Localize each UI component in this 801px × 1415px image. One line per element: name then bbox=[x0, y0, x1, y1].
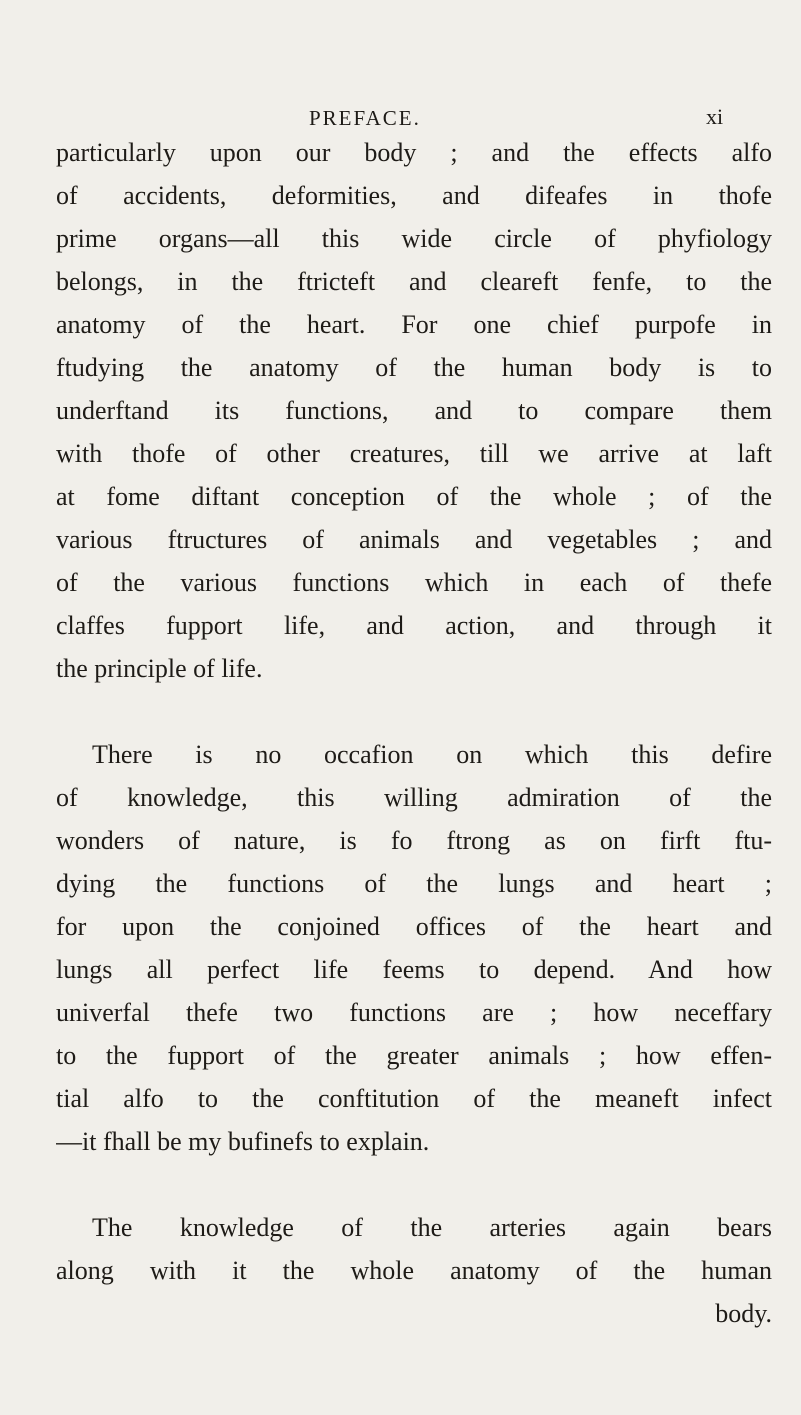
text-line: along with it the whole anatomy of the human bbox=[56, 1256, 772, 1285]
text-line: belongs, in the ftricteft and cleareft fenfe, to the bbox=[56, 267, 772, 296]
running-head bbox=[0, 98, 801, 132]
running-title: PREFACE. bbox=[309, 106, 421, 130]
text-line: body. bbox=[715, 1299, 772, 1328]
text-line: univerfal thefe two functions are ; how neceffary bbox=[56, 998, 772, 1027]
text-line: anatomy of the heart. For one chief purpofe in bbox=[56, 310, 772, 339]
text-line: underftand its functions, and to compare them bbox=[56, 396, 772, 425]
paragraph-gap bbox=[56, 690, 772, 733]
paragraph-2 bbox=[56, 733, 772, 1163]
body-text bbox=[56, 131, 772, 1335]
paragraph-gap bbox=[56, 1163, 772, 1206]
text-line: various ftructures of animals and vegetables ; and bbox=[56, 525, 772, 554]
text-line: to the fupport of the greater animals ; how effen- bbox=[56, 1041, 772, 1070]
text-line: ftudying the anatomy of the human body is to bbox=[56, 353, 772, 382]
text-line: dying the functions of the lungs and heart ; bbox=[56, 869, 772, 898]
text-line: prime organs—all this wide circle of phyfiology bbox=[56, 224, 772, 253]
text-line: There is no occafion on which this defire bbox=[92, 740, 772, 769]
text-line: wonders of nature, is fo ftrong as on firft ftu- bbox=[56, 826, 772, 855]
text-line: tial alfo to the conftitution of the meaneft infect bbox=[56, 1084, 772, 1113]
text-line: for upon the conjoined offices of the heart and bbox=[56, 912, 772, 941]
text-line: —it fhall be my bufinefs to explain. bbox=[56, 1127, 430, 1156]
text-line: lungs all perfect life feems to depend. And how bbox=[56, 955, 772, 984]
text-line: claffes fupport life, and action, and through it bbox=[56, 611, 772, 640]
text-line: of knowledge, this willing admiration of the bbox=[56, 783, 772, 812]
paragraph-3 bbox=[56, 1206, 772, 1335]
text-line: at fome diftant conception of the whole ; of the bbox=[56, 482, 772, 511]
text-line: of accidents, deformities, and difeafes in thofe bbox=[56, 181, 772, 210]
text-line: the principle of life. bbox=[56, 654, 263, 683]
page-number: xi bbox=[706, 104, 724, 129]
text-line: The knowledge of the arteries again bears bbox=[92, 1213, 772, 1242]
text-line: of the various functions which in each of thefe bbox=[56, 568, 772, 597]
text-line: with thofe of other creatures, till we arrive at laft bbox=[56, 439, 772, 468]
text-line: particularly upon our body ; and the effects alfo bbox=[56, 138, 772, 167]
paragraph-1 bbox=[56, 131, 772, 690]
